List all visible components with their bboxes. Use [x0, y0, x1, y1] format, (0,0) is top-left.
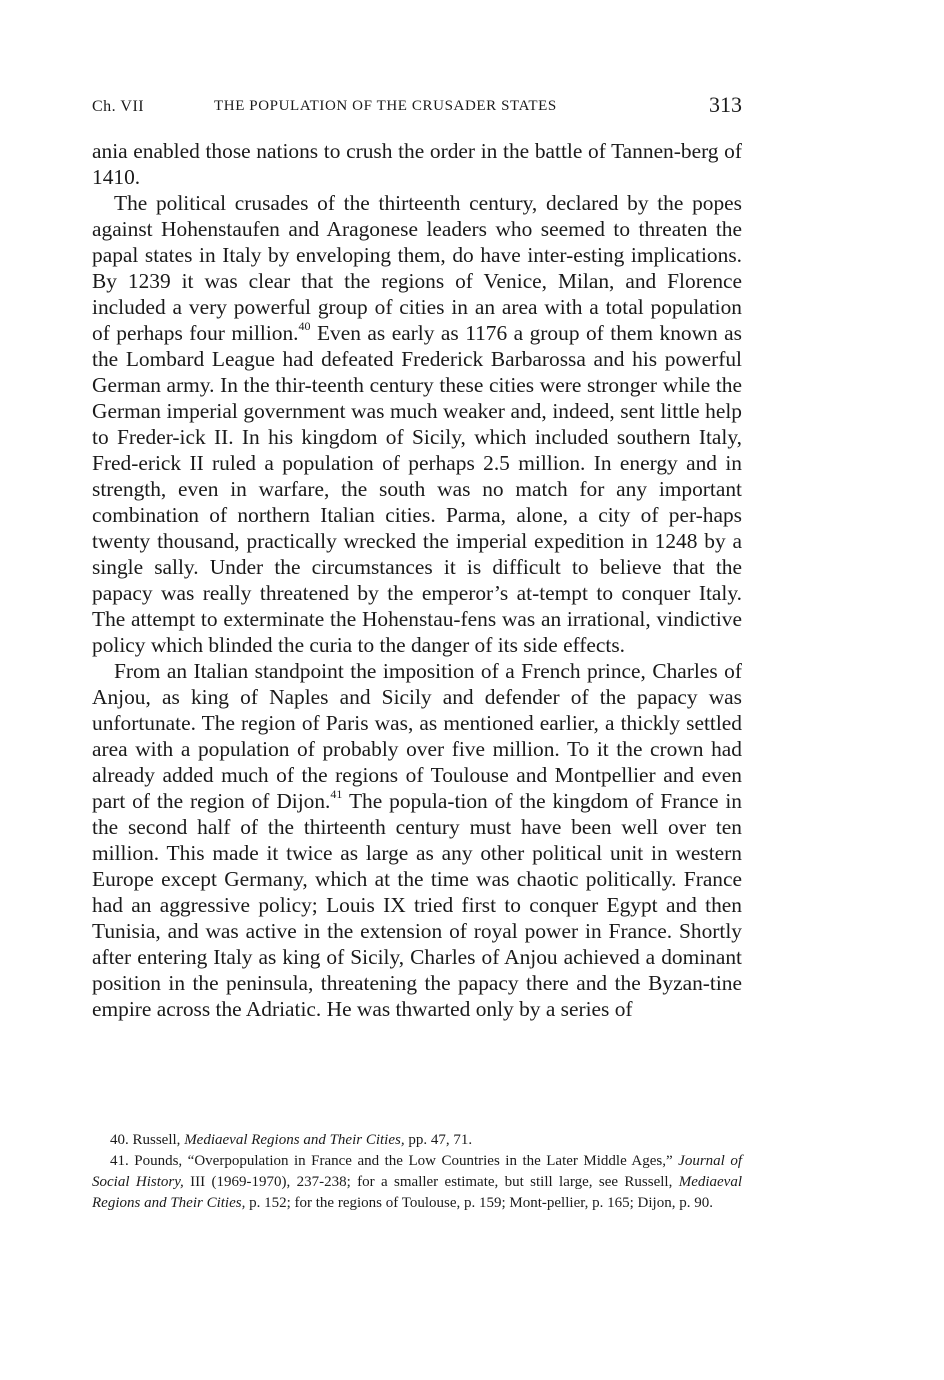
paragraph-3-text-a: From an Italian standpoint the imposition of a French prince, Charles of Anjou, as king of Naples and Sicily and defender of the papacy was unfortunate. The region of Paris was, as mentioned earlier, a thickly settled area with a population of probably over five million. To it the crown had already added much of the regions of Toulouse and Montpellier and even part of the region of Dijon.: [92, 659, 742, 813]
footnotes: [92, 1130, 742, 1214]
footnote-41-number: 41.: [110, 1153, 129, 1169]
page-number: 313: [709, 92, 742, 117]
footnote-40-pages: pp. 47, 71.: [404, 1132, 473, 1148]
running-title: THE POPULATION OF THE CRUSADER STATES: [214, 98, 557, 114]
paragraph-3-text-b: The popula-tion of the kingdom of France in the second half of the thirteenth century must have been well over ten million. This made it twice as large as any other political unit in western Europe except Germany, which at the time was chaotic politically. France had an aggressive policy; Louis IX tried first to conquer Egypt and then Tunisia, and was active in the extension of royal power in France. Shortly after entering Italy as king of Sicily, Charles of Anjou achieved a dominant position in the peninsula, threatening the papacy there and the Byzan-tine empire across the Adriatic. He was thwarted only by a series of: [92, 789, 743, 1021]
footnote-41-text-b: III (1969-1970), 237-238; for a smaller estimate, but still large, see Russell,: [183, 1174, 679, 1190]
footnote-40-number: 40.: [110, 1132, 129, 1148]
footnote-41: [92, 1151, 742, 1214]
body-text: [92, 138, 742, 1022]
footnote-41-text-c: p. 152; for the regions of Toulouse, p. 159; Mont-pellier, p. 165; Dijon, p. 90.: [245, 1195, 713, 1211]
paragraph-2: [92, 190, 742, 658]
footnote-40: [92, 1130, 742, 1151]
footnote-40-author: Russell,: [128, 1132, 185, 1148]
footnote-41-title: Mediaeval Regions and Their Cities,: [92, 1174, 743, 1211]
running-head: [92, 92, 742, 122]
footnote-ref-41: 41: [330, 786, 343, 801]
paragraph-2-text-a: The political crusades of the thirteenth century, declared by the popes against Hohenstaufen and Aragonese leaders who seemed to threaten the papal states in Italy by enveloping them, do have inter-esting implications. By 1239 it was clear that the regions of Venice, Milan, and Florence included a very powerful group of cities in an area with a total population of perhaps four million.: [92, 191, 742, 345]
paragraph-3: [92, 658, 742, 1022]
footnote-ref-40: 40: [298, 318, 311, 333]
paragraph-1: ania enabled those nations to crush the order in the battle of Tannen-berg of 1410.: [92, 139, 742, 189]
paragraph-2-text-b: Even as early as 1176 a group of them known as the Lombard League had defeated Frederick Barbarossa and his powerful German army. In the thir-teenth century these cities were stronger while the German imperial government was much weaker and, indeed, sent little help to Freder-ick II. In his kingdom of Sicily, which included southern Italy, Fred-erick II ruled a population of perhaps 2.5 million. In energy and in strength, even in warfare, the south was no match for any important combination of northern Italian cities. Parma, alone, a city of per-haps twenty thousand, practically wrecked the imperial expedition in 1248 by a single sally. Under the circumstances it is difficult to believe that the papacy was really threatened by the emperor’s at-tempt to conquer Italy. The attempt to exterminate the Hohenstau-fens was an irrational, vindictive policy which blinded the curia to the danger of its side effects.: [92, 321, 743, 657]
footnote-40-title: Mediaeval Regions and Their Cities,: [184, 1132, 405, 1148]
footnote-41-text-a: Pounds, “Overpopulation in France and the Low Countries in the Later Middle Ages,”: [128, 1153, 679, 1169]
chapter-label: Ch. VII: [92, 98, 145, 115]
footnote-41-journal: Journal of Social History,: [92, 1153, 742, 1190]
